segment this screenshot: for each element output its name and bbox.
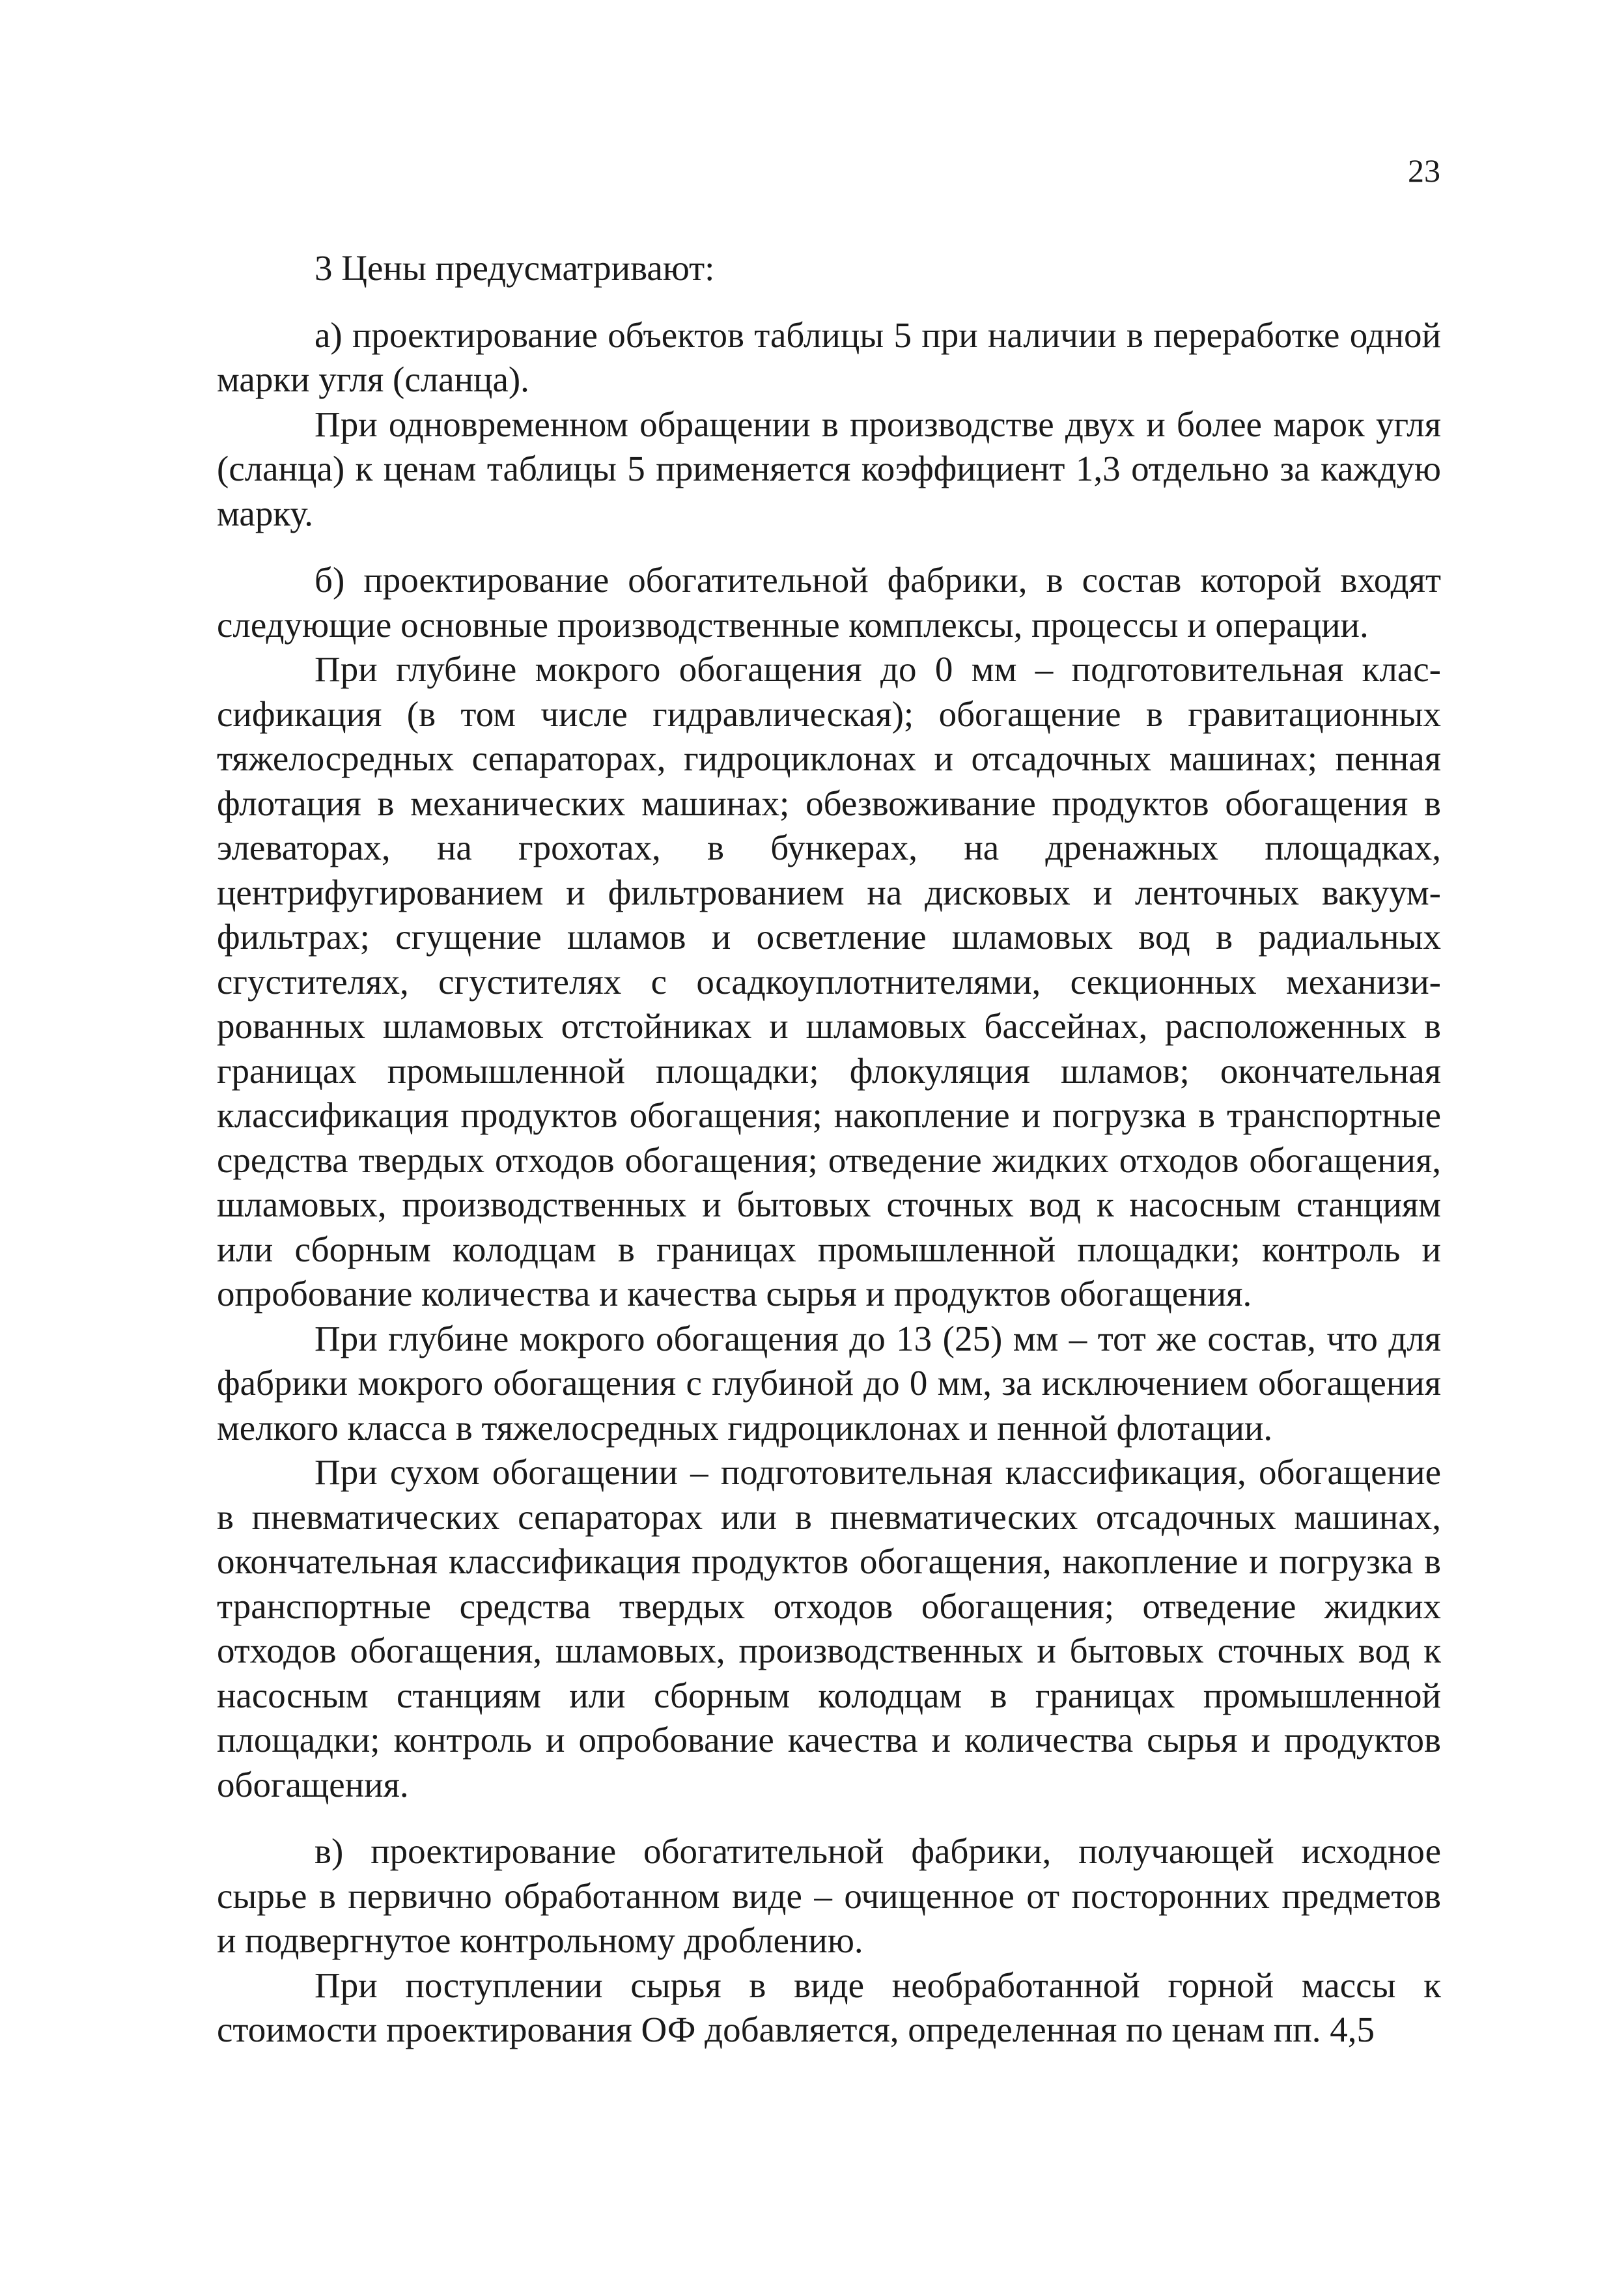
page-number: 23 (1408, 152, 1440, 189)
paragraph-wet-0mm: При глубине мокрого обогащения до 0 мм – подготовительная классификация (в том числе гидравлическая); обогащение в гравитационных тяжелосредных сепараторах, гидроциклонах и отсадочных машинах; пенная флотация в механических машинах; обезвоживание продуктов обогащения в элеваторах, на грохотах, в бункерах, на дренажных площадках, центрифугированием и фильтрованием на дисковых и ленточных вакуум-фильтрах; сгущение шламов и осветление шламовых вод в радиальных сгустителях, сгустителях с осадкоуплотнителями, секционных механизированных шламовых отстойниках и шламовых бассейнах, расположенных в границах промышленной площадки; флокуляция шламов; окончательная классификация продуктов обогащения; накопление и погрузка в транспортные средства твердых отходов обогащения; отведение жидких отходов обогащения, шламовых, производственных и бытовых сточных вод к насосным станциям или сборным колодцам в границах промышленной площадки; контроль и опробование количества и качества сырья и продуктов обогащения. (217, 649, 1441, 1313)
body-text (217, 246, 1441, 2053)
paragraph-item-v: в) проектирование обогатительной фабрики, получающей исходное сырье в первично обработанном виде – очищенное от посторонних предметов и подвергнутое контрольному дроблению. (217, 1831, 1441, 1960)
paragraph-raw-mass: При поступлении сырья в виде необработанной горной массы к стоимости проектирования ОФ добавляется, определенная по ценам пп. 4,5 (217, 1965, 1441, 2049)
paragraph-prices-intro: 3 Цены предусматривают: (315, 248, 715, 288)
paragraph-coefficient: При одновременном обращении в производстве двух и более марок угля (сланца) к ценам таблицы 5 применяется коэффициент 1,3 отдельно за каждую марку. (217, 404, 1441, 533)
paragraph-wet-13mm: При глубине мокрого обогащения до 13 (25) мм – тот же состав, что для фабрики мокрого обогащения с глубиной до 0 мм, за исключением обогащения мелкого класса в тяжелосредных гидроциклонах и пенной флотации. (217, 1318, 1441, 1448)
paragraph-item-a: а) проектирование объектов таблицы 5 при наличии в переработке одной марки угля (сланца). (217, 315, 1441, 399)
paragraph-item-b: б) проектирование обогатительной фабрики, в состав которой входят следующие основные производственные комплексы, процессы и операции. (217, 560, 1441, 645)
paragraph-dry: При сухом обогащении – подготовительная классификация, обогащение в пневматических сепараторах или в пневматических отсадочных машинах, окончательная классификация продуктов обогащения, накопление и погрузка в транспортные средства твердых отходов обогащения; отведение жидких отходов обогащения, шламовых, производственных и бытовых сточных вод к насосным станциям или сборным колодцам в границах промышленной площадки; контроль и опробование качества и количества сырья и продуктов обогащения. (217, 1452, 1441, 1805)
